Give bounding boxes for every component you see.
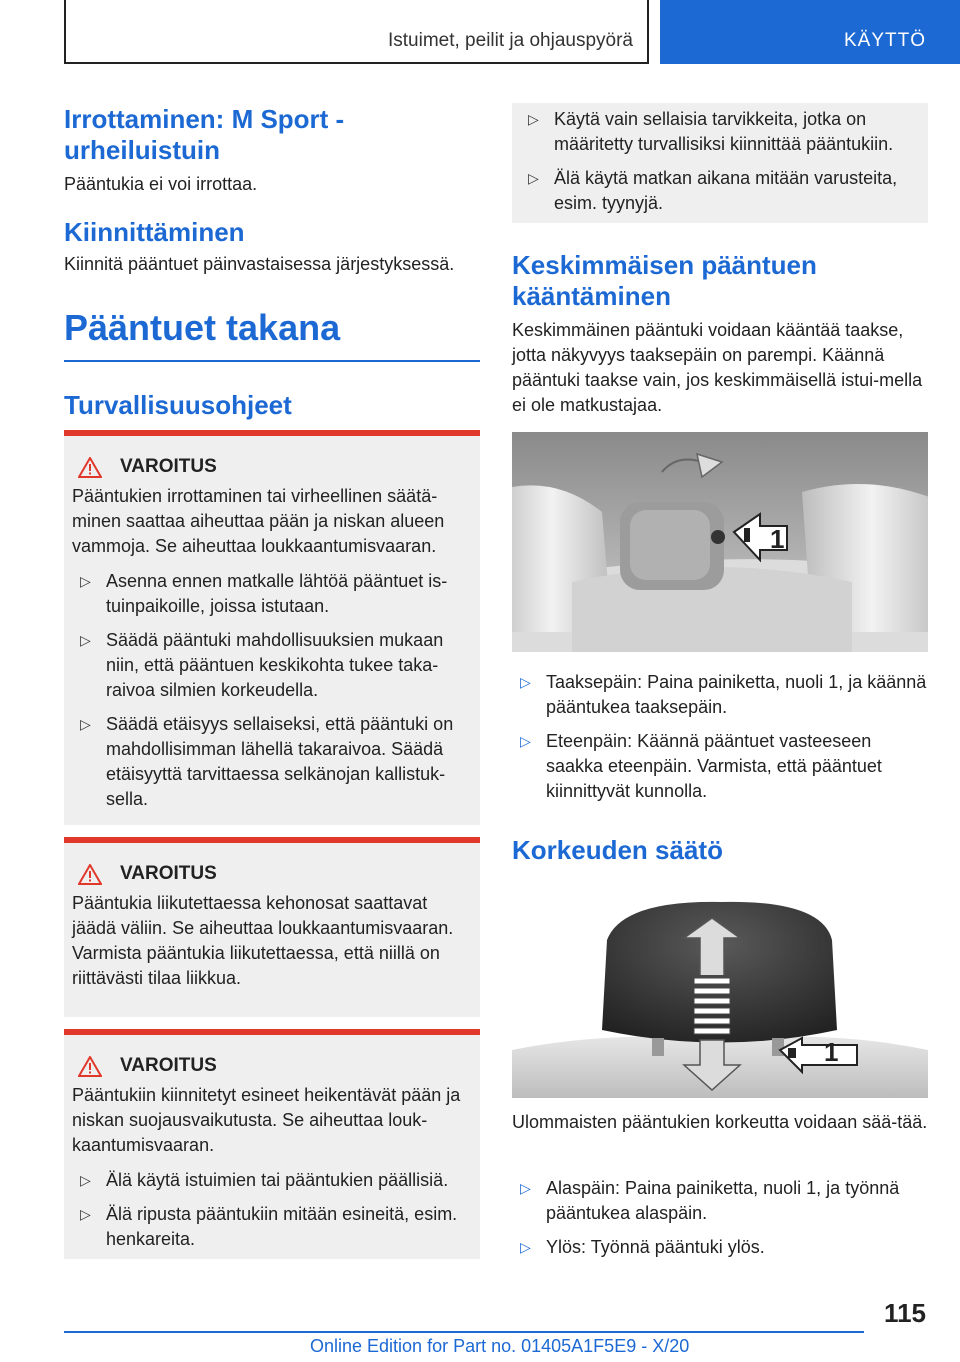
warning-title: VAROITUS (78, 1055, 470, 1077)
header-chapter-title: KÄYTTÖ (843, 30, 926, 51)
warning-title: VAROITUS (78, 456, 470, 478)
footer-rule (64, 1331, 864, 1333)
header-section-title: Istuimet, peilit ja ohjauspyörä (387, 30, 633, 51)
triangle-bullet-icon: ▷ (528, 170, 539, 186)
warning-text: Pääntukiin kiinnitetyt esineet heikentävät pään ja niskan suojausvaikutusta. Se aiheuttaa louk-kaantumisvaaran. (72, 1085, 461, 1155)
warning-text: Pääntukien irrottaminen tai virheellinen säätä-minen saattaa aiheuttaa pään ja niskan alueen vammoja. Se aiheuttaa loukkaantumisvaaran. (72, 486, 445, 556)
warning-text: Pääntukia liikutettaessa kehonosat saattavat jäädä väliin. Se aiheuttaa loukkaantumisvaaran. Varmista pääntukia liikutettaessa, että niillä on riittävästi tilaa liikkua. (72, 893, 454, 988)
page-number: 115 (884, 1298, 926, 1328)
left-column (64, 104, 480, 349)
triangle-bullet-icon: ▷ (80, 1172, 91, 1188)
list-item: ▷ Älä ripusta pääntukiin mitään esineitä, esim. henkareita. (80, 1204, 458, 1249)
center-headrest-list (512, 670, 928, 813)
heading-safety: Turvallisuusohjeet (64, 390, 292, 420)
warning-box-2 (64, 837, 480, 1017)
text-removal: Pääntukia ei voi irrottaa. (64, 174, 258, 194)
list-item: ▷ Älä käytä matkan aikana mitään varusteita, esim. tyynyjä. (528, 168, 898, 213)
heading-removal: Irrottaminen: M Sport -urheiluistuin (64, 104, 345, 165)
text-center-headrest: Keskimmäinen pääntuki voidaan kääntää taakse, jotta näkyvyys taaksepäin on parempi. Käännä pääntuki taakse vain, jos keskimmäisellä istui-mella ei ole matkustajaa. (512, 320, 923, 415)
triangle-bullet-icon: ▷ (520, 1180, 531, 1196)
warning-triangle-icon (78, 457, 102, 478)
heading-attach: Kiinnittäminen (64, 217, 245, 247)
running-header-chapter (660, 0, 960, 64)
text-attach: Kiinnitä pääntuet päinvastaisessa järjestyksessä. (64, 254, 455, 274)
text-height-adjust: Ulommaisten pääntukien korkeutta voidaan sää-tää. (512, 1112, 928, 1132)
callout-label: 1 (824, 1037, 839, 1067)
warning-triangle-icon (78, 864, 102, 885)
section-rule (64, 360, 480, 362)
image-center-headrest (512, 432, 928, 652)
image-height-adjust (512, 900, 928, 1098)
heading-center-headrest: Keskimmäisen pääntuen kääntäminen (512, 250, 817, 311)
triangle-bullet-icon: ▷ (520, 674, 531, 690)
warning-box-1 (64, 430, 480, 825)
warning-title: VAROITUS (78, 863, 470, 885)
triangle-bullet-icon: ▷ (80, 632, 91, 648)
list-item: ▷ Säädä etäisyys sellaiseksi, että pääntuki on mahdollisimman lähellä takaraivoa. Säädä etäisyyttä tarvittaessa selkänojan kallistuk-sella. (80, 714, 454, 809)
heading-rear-headrests: Pääntuet takana (64, 307, 341, 348)
callout-label: 1 (770, 524, 785, 554)
list-item: ▷ Käytä vain sellaisia tarvikkeita, jotka on määritetty turvallisiksi kiinnittää pääntukiin. (528, 109, 894, 154)
list-item: ▷ Älä käytä istuimien tai pääntukien päällisiä. (72, 1168, 470, 1193)
triangle-bullet-icon: ▷ (520, 1239, 531, 1255)
list-item: ▷ Asenna ennen matkalle lähtöä pääntuet is-tuinpaikoille, joissa istutaan. (80, 571, 448, 616)
triangle-bullet-icon: ▷ (80, 573, 91, 589)
list-item: ▷ Eteenpäin: Käännä pääntuet vasteeseen saakka eteenpäin. Varmista, että pääntuet kiinnittyvät kunnolla. (520, 731, 882, 801)
footer-edition: Online Edition for Part no. 01405A1F5E9 - X/20 (310, 1336, 690, 1356)
list-item: ▷ Alaspäin: Paina painiketta, nuoli 1, ja työnnä pääntukea alaspäin. (520, 1178, 900, 1223)
list-item: ▷ Säädä pääntuki mahdollisuuksien mukaan niin, että pääntuen keskikohta tukee taka-raivoa silmien korkeudella. (80, 630, 444, 700)
warning-box-3 (64, 1029, 480, 1259)
warning-box-3-continued (512, 103, 928, 223)
height-adjust-list (512, 1176, 928, 1269)
running-header-section (64, 0, 649, 64)
list-item: ▷ Ylös: Työnnä pääntuki ylös. (512, 1235, 928, 1260)
warning-triangle-icon (78, 1056, 102, 1077)
triangle-bullet-icon: ▷ (528, 111, 539, 127)
triangle-bullet-icon: ▷ (80, 1206, 91, 1222)
heading-height-adjust: Korkeuden säätö (512, 835, 723, 865)
list-item: ▷ Taaksepäin: Paina painiketta, nuoli 1, ja käännä pääntukea taaksepäin. (520, 672, 927, 717)
triangle-bullet-icon: ▷ (80, 716, 91, 732)
triangle-bullet-icon: ▷ (520, 733, 531, 749)
